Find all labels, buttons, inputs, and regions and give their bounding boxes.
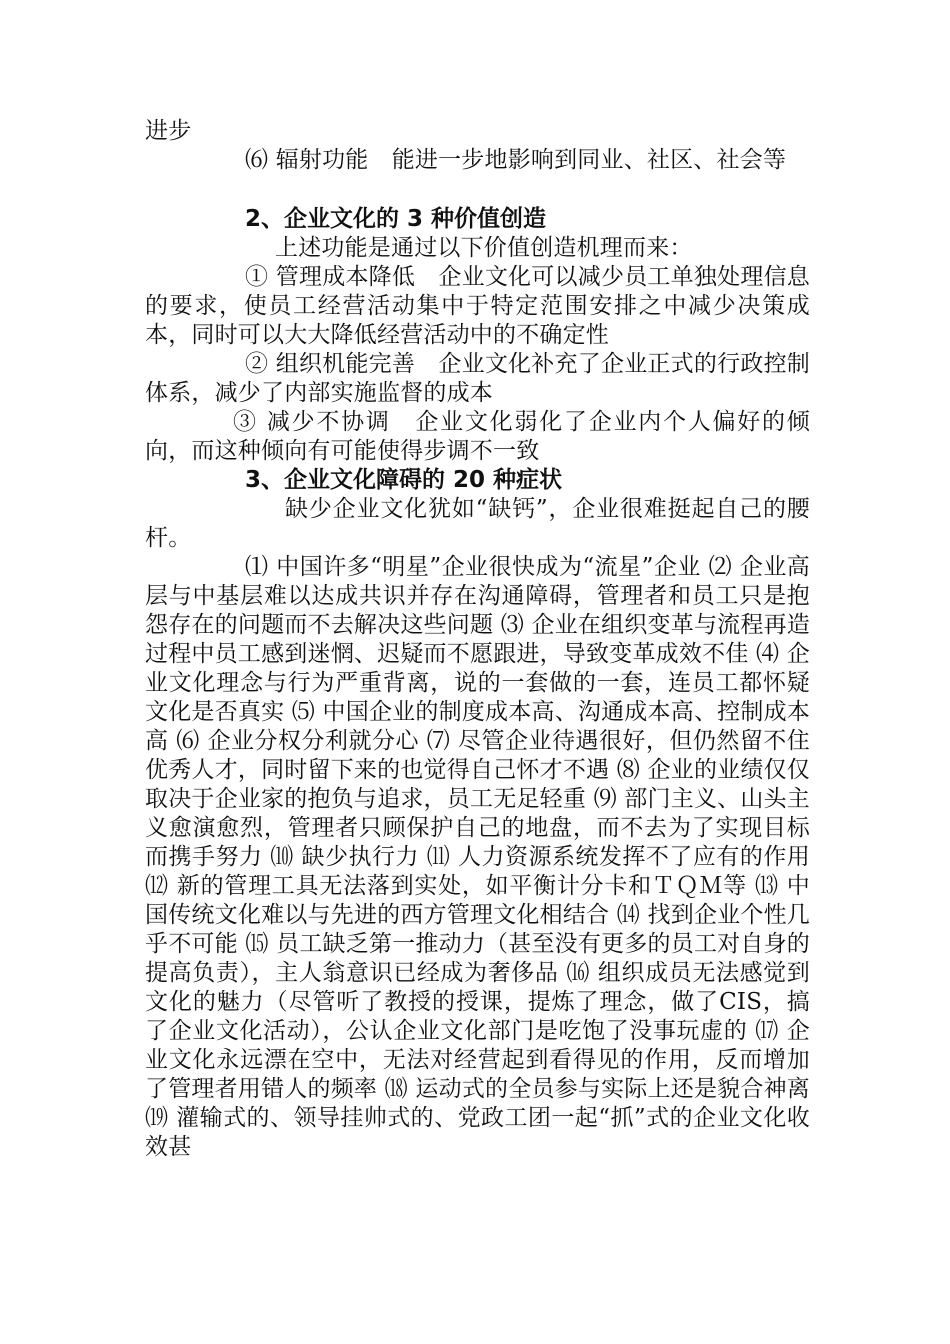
paragraph-radiation-function: ⑹ 辐射功能 能进一步地影响到同业、社区、社会等 — [245, 147, 787, 173]
list-item-organization-function: ② 组织机能完善 企业文化补充了企业正式的行政控制体系，减少了内部实施监督的成本 — [145, 351, 810, 406]
paragraph-lack-culture: 缺少企业文化犹如“缺钙”，企业很难挺起自己的腰杆。 — [145, 496, 810, 551]
section-heading-value-creation: 2、企业文化的 3 种价值创造 — [245, 206, 547, 232]
paragraph-intro-end: 进步 — [145, 118, 192, 144]
paragraph-mechanism: 上述功能是通过以下价值创造机理而来： — [275, 235, 693, 261]
list-item-reduce-discord: ③ 减少不协调 企业文化弱化了企业内个人偏好的倾向，而这种倾向有可能使得步调不一致 — [145, 409, 810, 464]
section-heading-symptoms: 3、企业文化障碍的 20 种症状 — [245, 467, 563, 493]
list-item-management-cost: ① 管理成本降低 企业文化可以减少员工单独处理信息的要求，使员工经营活动集中于特定范围安排之中减少决策成本，同时可以大大降低经营活动中的不确定性 — [145, 264, 810, 348]
paragraph-symptoms-list: ⑴ 中国许多“明星”企业很快成为“流星”企业 ⑵ 企业高层与中基层难以达成共识并存在沟通障碍，管理者和员工只是抱怨存在的问题而不去解决这些问题 ⑶ 企业在组织变革与流程再造过程中员工感到迷惘、迟疑而不愿跟进，导致变革成效不佳 ⑷ 企业文化理念与行为严重背离，说的一套做的一套，连员工都怀疑文化是否真实 ⑸ 中国企业的制度成本高、沟通成本高、控制成本高 ⑹ 企业分权分利就分心 ⑺ 尽管企业待遇很好，但仍然留不住优秀人才，同时留下来的也觉得自己怀才不遇 ⑻ 企业的业绩仅仅取决于企业家的抱负与追求，员工无足轻重 ⑼ 部门主义、山头主义愈演愈烈，管理者只顾保护自己的地盘，而不去为了实现目标而携手努力 ⑽ 缺少执行力 ⑾ 人力资源系统发挥不了应有的作用 ⑿ 新的管理工具无法落到实处，如平衡计分卡和ＴＱＭ等 ⒀ 中国传统文化难以与先进的西方管理文化相结合 ⒁ 找到企业个性几乎不可能 ⒂ 员工缺乏第一推动力（甚至没有更多的员工对自身的提高负责），主人翁意识已经成为奢侈品 ⒃ 组织成员无法感觉到文化的魅力（尽管听了教授的授课，提炼了理念，做了CIS，搞了企业文化活动），公认企业文化部门是吃饱了没事玩虚的 ⒄ 企业文化永远漂在空中，无法对经营起到看得见的作用，反而增加了管理者用错人的频率 ⒅ 运动式的全员参与实际上还是貌合神离 ⒆ 灌输式的、领导挂帅式的、党政工团一起“抓”式的企业文化收效甚 — [145, 554, 810, 1160]
